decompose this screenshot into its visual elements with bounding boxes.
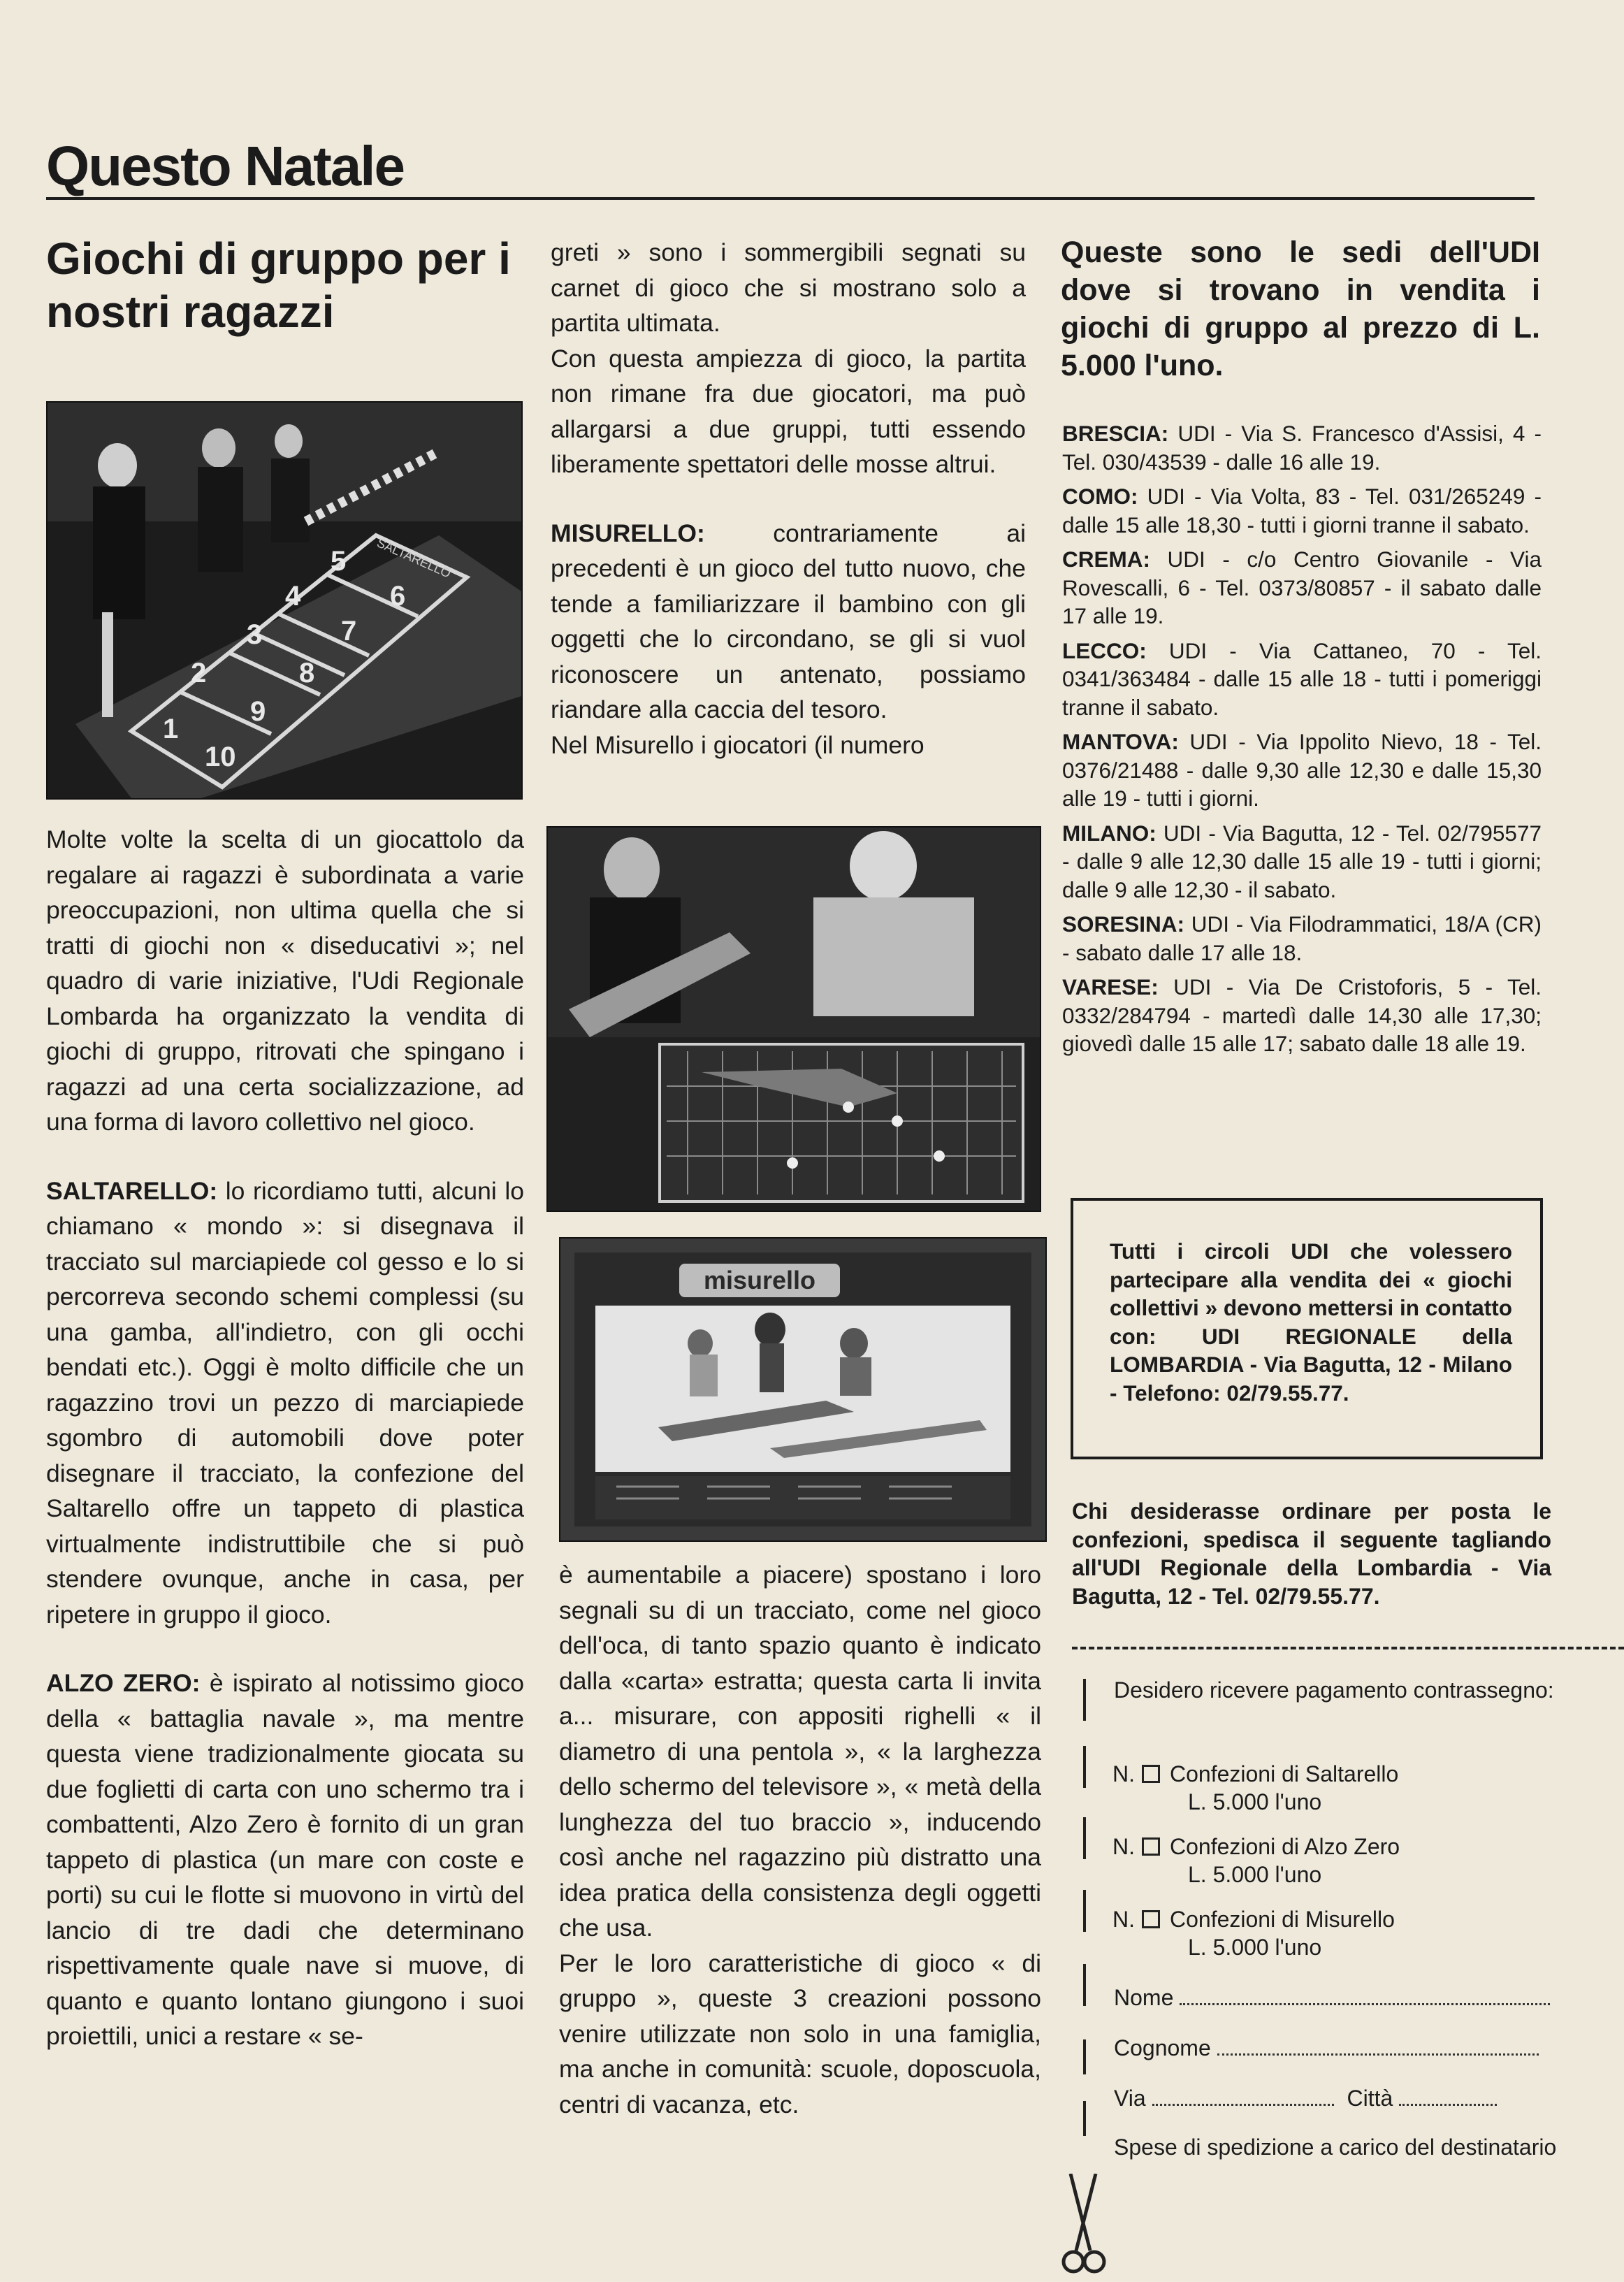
hopscotch-number: 7 (341, 616, 357, 647)
saltarello-text: lo ricordiamo tutti, alcuni lo chiamano « mondo »: si disegnava il tracciato sul marciapiede col gesso e lo si percorreva secondo schemi complessi (su una gamba, all'indietro, con gli occhi bendati etc.). Oggi è molto difficile che un ragazzino trovi un pezzo di marciapiede sgombro di automobili dove poter disegnare il tracciato, la confezione del Saltarello offre un tappeto di plastica virtualmente indistruttibile che si può stendere ovunque, anche in casa, per ripetere in gruppo il gioco. (46, 1176, 524, 1629)
hopscotch-number: 8 (299, 658, 315, 688)
address-item: COMO: UDI - Via Volta, 83 - Tel. 031/265249 - dalle 15 alle 18,30 - tutti i giorni tranne il sabato. (1062, 484, 1542, 537)
misurello-text: contrariamente ai precedenti è un gioco del tutto nuovo, che tende a familiarizzare il bambino con gli oggetti che lo circondano, se gli si vuol riconoscere un antenato, possiamo riandare alla caccia del tesoro. (551, 519, 1026, 723)
contact-box-text: Tutti i circoli UDI che volessero partecipare alla vendita dei « giochi collettivi » devono mettersi in contatto con: UDI REGIONALE della LOMBARDIA - Via Bagutta, 12 - Milano - Telefono: 02/79.55.77. (1110, 1239, 1512, 1406)
photo-saltarello (46, 401, 523, 800)
hopscotch-number: 6 (390, 581, 406, 612)
alzo-zero-label: ALZO ZERO: (46, 1669, 201, 1697)
misurello-paragraph (551, 516, 1026, 728)
coupon-item-saltarello: N. Confezioni di Saltarello L. 5.000 l'uno (1112, 1761, 1399, 1814)
photo-alzo-zero (546, 826, 1041, 1212)
intro-paragraph: Molte volte la scelta di un giocattolo da regalare ai ragazzi è subordinata a varie preoccupazioni, non ultima quella che si tratti di giochi non « diseducativi »; nel quadro di varie iniziative, l'Udi Regionale Lombarda ha organizzato la vendita di giochi di gruppo, ritrovati che spingano i ragazzi ad una certa socializzazione, ad una forma di lavoro collettivo nel gioco. (46, 825, 524, 1136)
scissors-icon (1055, 2174, 1111, 2279)
order-coupon (1083, 1670, 1565, 2202)
misurello-logo: misurello (703, 1266, 816, 1294)
title-rule (46, 197, 1535, 200)
hopscotch-number: 2 (191, 658, 207, 688)
coupon-item-alzo-zero: N. Confezioni di Alzo Zero L. 5.000 l'uno (1112, 1834, 1400, 1887)
contact-box (1071, 1198, 1543, 1459)
coupon-bar (1083, 2101, 1086, 2136)
column-2-bottom (559, 1557, 1041, 2122)
col2-paragraph-5: è aumentabile a piacere) spostano i loro segnali su di un tracciato, come nel gioco dell'oca, di tanto spazio quanto è indicato dalla «carta» estratta; questa carta li invita a... misurare, con appositi righelli « il diametro di una pentola », « la larghezza dello schermo del televisore », « metà della lunghezza del tuo braccio », inducendo così anche nel ragazzino più distratto una idea pratica della consistenza degli oggetti che usa. (559, 1561, 1041, 1942)
col2-paragraph-1: greti » sono i sommergibili segnati su carnet di gioco che si mostrano solo a partita ultimata. (551, 238, 1026, 337)
hopscotch-number: 5 (331, 546, 347, 577)
coupon-bar (1083, 1890, 1086, 1932)
sedi-heading: Queste sono le sedi dell'UDI dove si trovano in vendita i giochi di gruppo al prezzo di L. 5.000 l'uno. (1061, 236, 1540, 382)
address-item: LECCO: UDI - Via Cattaneo, 70 - Tel. 0341/363484 - dalle 15 alle 18 - tutti i pomeriggi tranne il sabato. (1062, 637, 1542, 720)
coupon-spese: Spese di spedizione a carico del destinatario (1114, 2135, 1557, 2160)
field-nome[interactable]: Nome (1114, 1984, 1550, 2012)
coupon-bar (1083, 1964, 1086, 2006)
hopscotch-number: 4 (285, 581, 301, 612)
cut-line (1072, 1647, 1624, 1649)
coupon-bar (1083, 1817, 1086, 1859)
field-cognome[interactable]: Cognome (1114, 2034, 1539, 2062)
hopscotch-number: 1 (163, 714, 179, 744)
address-list (1062, 419, 1542, 1064)
misurello-label: MISURELLO: (551, 519, 705, 547)
column-1 (46, 822, 524, 2054)
checkbox-saltarello[interactable] (1142, 1765, 1160, 1783)
checkbox-alzo-zero[interactable] (1142, 1837, 1160, 1856)
address-item: VARESE: UDI - Via De Cristoforis, 5 - Tel. 0332/284794 - martedì dalle 14,30 alle 17,30; giovedì dalle 15 alle 17; sabato dalle 18 alle 19. (1062, 974, 1542, 1056)
coupon-item-misurello: N. Confezioni di Misurello L. 5.000 l'uno (1112, 1907, 1395, 1960)
coupon-bar (1083, 1746, 1086, 1788)
address-item: CREMA: UDI - c/o Centro Giovanile - Via Rovescalli, 6 - Tel. 0373/80857 - il sabato dalle 17 alle 19. (1062, 547, 1542, 628)
article-headline: Giochi di gruppo per i nostri ragazzi (46, 233, 511, 337)
alzo-zero-text: è ispirato al notissimo gioco della « battaglia navale », ma mentre questa viene tradizionalmente giocata su due foglietti di carta con uno schermo tra i combattenti, Alzo Zero è fornito di un gran tappeto di plastica (un mare con coste e porti) su cui le flotte si muovono in virtù del lancio di tre dadi che determinano rispettivamente quale nave si muove, di quanto e quanto lontano giungono i suoi proiettili, unici a restare « se- (46, 1669, 525, 2050)
address-item: MILANO: UDI - Via Bagutta, 12 - Tel. 02/795577 - dalle 9 alle 12,30 dalle 15 alle 19 - tutti i giorni; dalle 9 alle 12,30 - il sabato. (1062, 820, 1542, 902)
saltarello-paragraph (46, 1174, 524, 1633)
hopscotch-number: 9 (250, 696, 266, 727)
address-item: BRESCIA: UDI - Via S. Francesco d'Assisi, 4 - Tel. 030/43539 - dalle 16 alle 19. (1062, 421, 1542, 475)
address-item: MANTOVA: UDI - Via Ippolito Nievo, 18 - Tel. 0376/21488 - dalle 9,30 alle 12,30 e dalle 15,30 alle 19 - tutti i giorni. (1062, 729, 1542, 811)
hopscotch-number: 10 (205, 742, 236, 772)
col2-paragraph-2: Con questa ampiezza di gioco, la partita non rimane fra due giocatori, ma può allargarsi a due gruppi, tutti essendo liberamente spettatori delle mosse altrui. (551, 344, 1026, 478)
order-instructions: Chi desiderasse ordinare per posta le confezioni, spedisca il seguente tagliando all'UDI Regionale della Lombardia - Via Bagutta, 12 - Tel. 02/79.55.77. (1072, 1499, 1551, 1609)
col2-paragraph-6: Per le loro caratteristiche di gioco « di gruppo », queste 3 creazioni possono venire utilizzate non solo in una famiglia, ma anche in comunità: scuole, doposcuola, centri di vacanza, etc. (559, 1949, 1041, 2118)
checkbox-misurello[interactable] (1142, 1910, 1160, 1928)
address-item: SORESINA: UDI - Via Filodrammatici, 18/A (CR) - sabato dalle 17 alle 18. (1062, 911, 1542, 965)
field-via-citta[interactable]: Via Città (1114, 2084, 1497, 2112)
coupon-intro: Desidero ricevere pagamento contrassegno: (1114, 1677, 1554, 1703)
section-title: Questo Natale (46, 135, 404, 197)
col2-paragraph-4: Nel Misurello i giocatori (il numero (551, 730, 925, 759)
hopscotch-number: 3 (247, 619, 263, 650)
coupon-bar (1083, 2039, 1086, 2074)
alzo-zero-paragraph (46, 1666, 524, 2054)
column-2-top (551, 235, 1026, 763)
coupon-bar (1083, 1679, 1086, 1721)
photo-misurello-box (559, 1237, 1047, 1542)
saltarello-label: SALTARELLO: (46, 1176, 218, 1205)
hopscotch-brand: SALTARELLO (375, 535, 454, 581)
